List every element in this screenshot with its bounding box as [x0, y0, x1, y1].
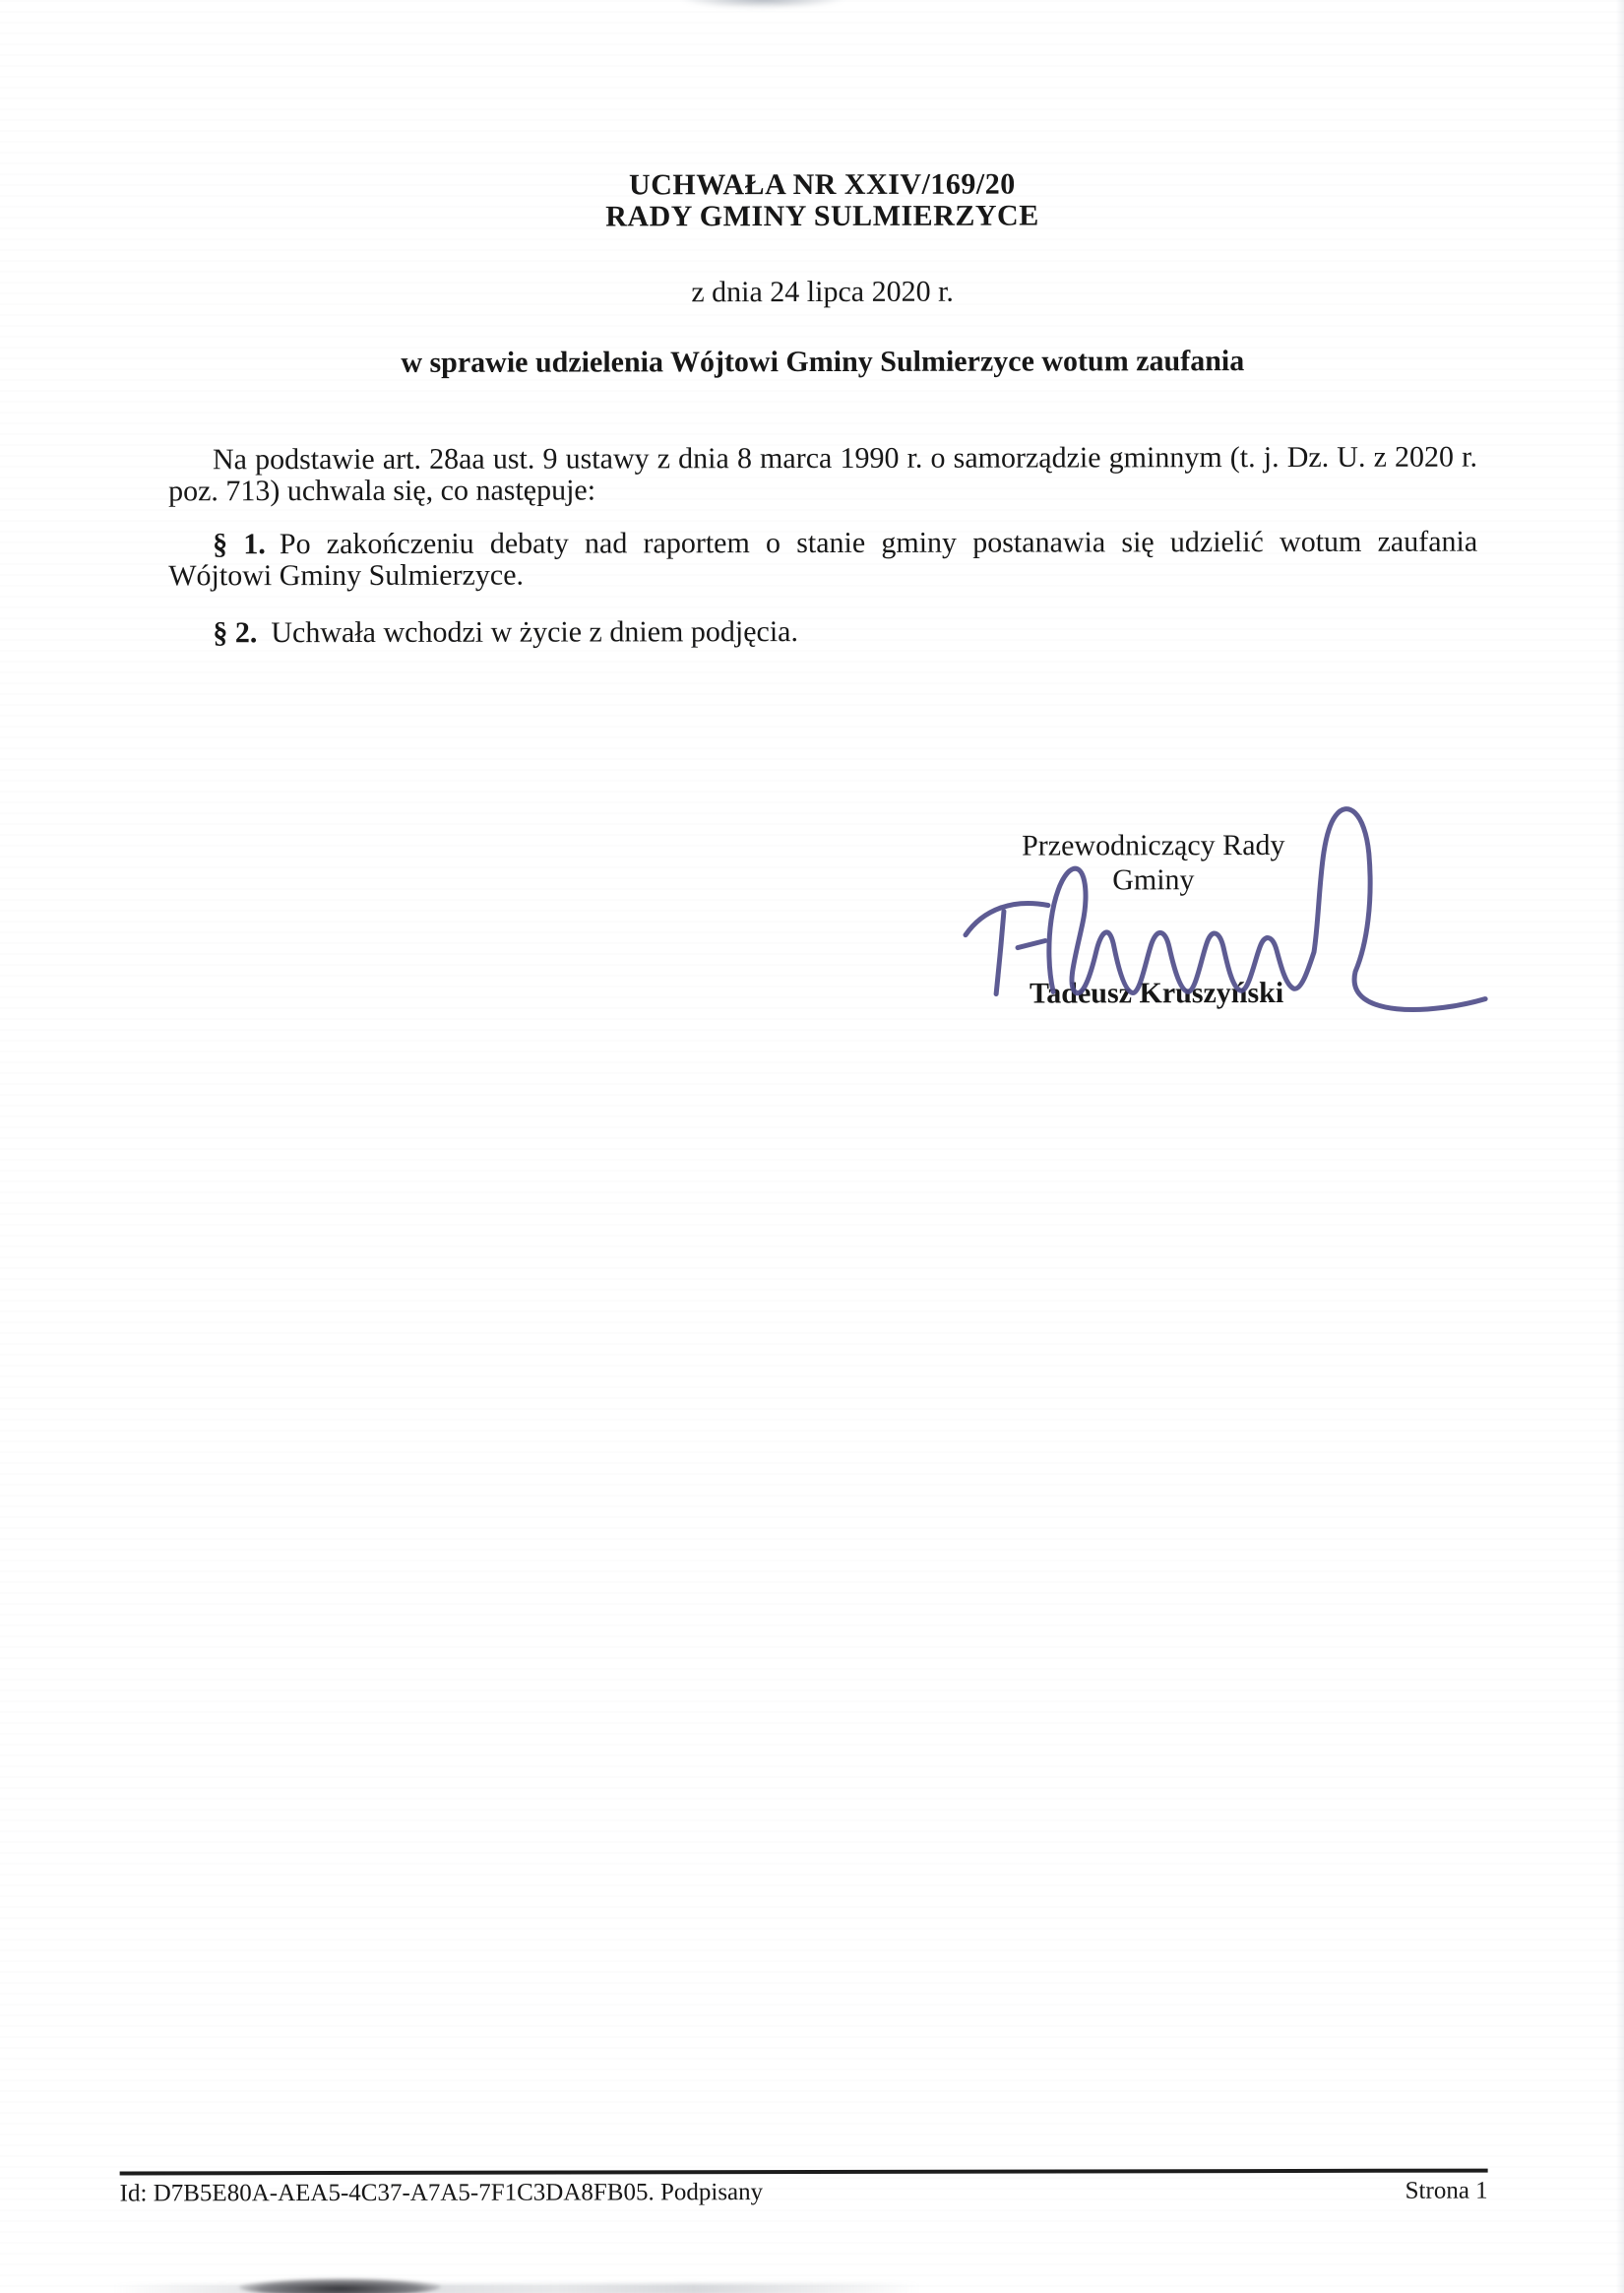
- footer: [120, 2177, 1488, 2209]
- legal-basis-paragraph: [168, 442, 1477, 508]
- resolution-title: [157, 168, 1486, 234]
- section-1-line1: [168, 527, 1477, 561]
- resolution-subject: w sprawie udzielenia Wójtowi Gminy Sulmierzyce wotum zaufania: [401, 345, 1245, 379]
- footer-id-text: Id: D7B5E80A-AEA5-4C37-A7A5-7F1C3DA8FB05. Podpisany: [119, 2179, 764, 2207]
- resolution-body: [168, 442, 1477, 650]
- section-1-paragraph: [168, 527, 1477, 593]
- section-1-line2: Wójtowi Gminy Sulmierzyce.: [168, 558, 525, 593]
- resolution-title-line1: UCHWAŁA NR XXIV/169/20: [628, 167, 1016, 202]
- signature-role-line2: Gminy: [1112, 863, 1195, 897]
- scan-artifact-bottom-streak: [113, 2283, 920, 2293]
- section-2-line: [168, 615, 1477, 650]
- signature-block: [1004, 828, 1303, 1010]
- legal-basis-line1: Na podstawie art. 28aa ust. 9 ustawy z dnia 8 marca 1990 r. o samorządzie gminnym (t. j. Dz. U. z 2020 r.: [212, 440, 1478, 477]
- footer-divider: [120, 2169, 1488, 2176]
- section-2-paragraph: [168, 615, 1477, 650]
- section-1-label: § 1.: [213, 528, 266, 561]
- signature-role-line1: Przewodniczący Rady: [1022, 828, 1285, 862]
- section-2-label: § 2.: [213, 616, 258, 650]
- signature-ink-swoosh: [966, 903, 1048, 934]
- resolution-date: z dnia 24 lipca 2020 r.: [691, 275, 954, 309]
- section-2-text: Uchwała wchodzi w życie z dniem podjęcia.: [271, 615, 798, 650]
- footer-page-number: Strona 1: [1405, 2177, 1488, 2204]
- section-1-text: Po zakończeniu debaty nad raportem o stanie gminy postanawia się udzielić wotum zaufania: [279, 525, 1478, 561]
- scan-edge-shade: [1616, 0, 1624, 2293]
- scan-artifact-bottom: [239, 2278, 441, 2293]
- scan-artifact-top: [679, 0, 846, 9]
- legal-basis-line2: poz. 713) uchwala się, co następuje:: [168, 474, 596, 508]
- resolution-title-line2: RADY GMINY SULMIERZYCE: [605, 199, 1039, 233]
- signatory-name: Tadeusz Kruszyński: [1030, 976, 1284, 1010]
